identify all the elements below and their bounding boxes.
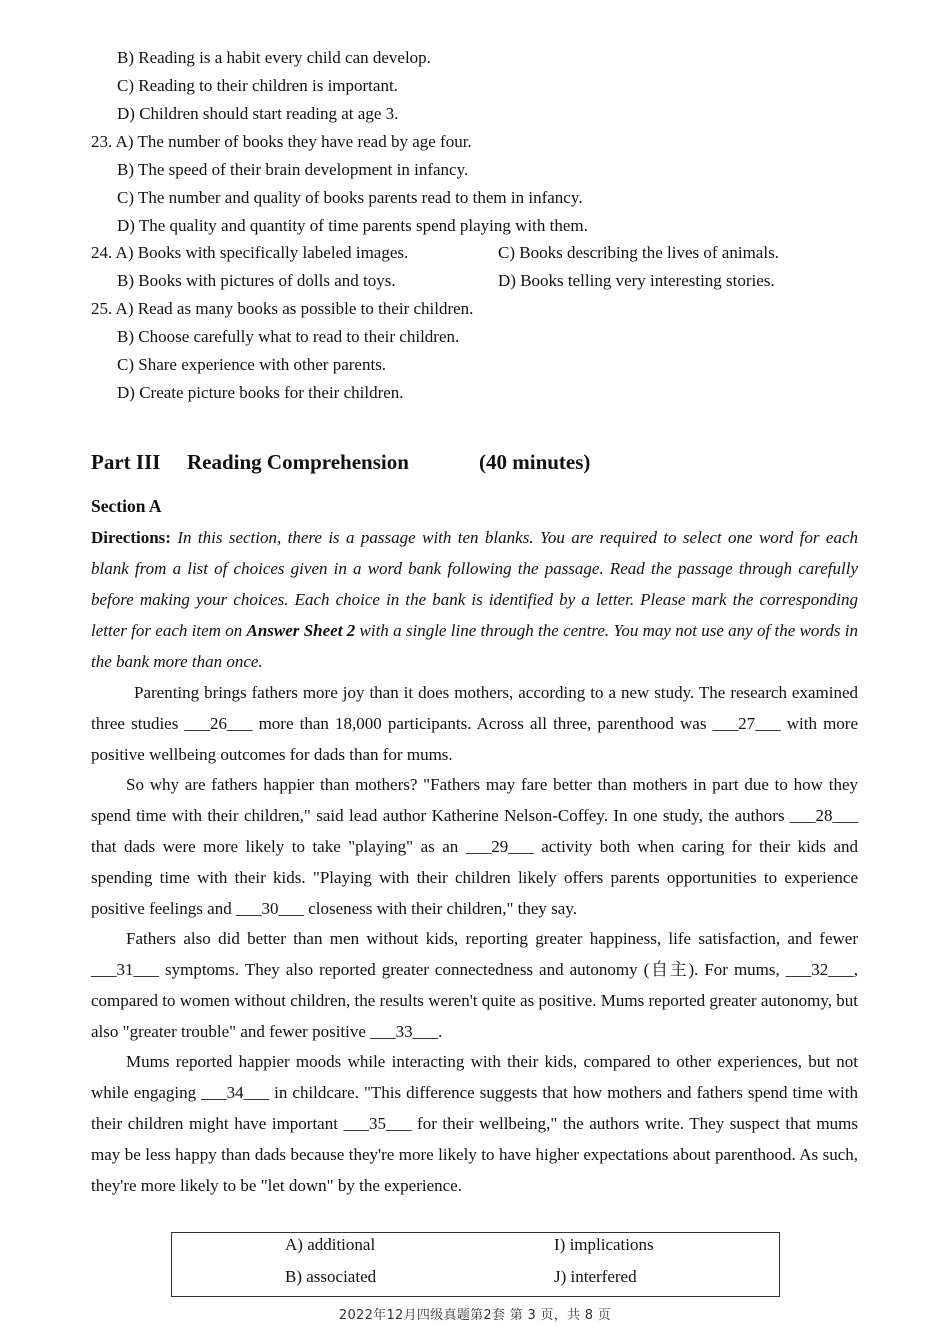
q23-option-a: 23. A) The number of books they have read by age four. bbox=[91, 132, 472, 151]
q24-option-a: 24. A) Books with specifically labeled images. bbox=[91, 243, 409, 262]
part-label: Part III bbox=[91, 450, 161, 474]
section-label: Section A bbox=[91, 496, 162, 516]
directions bbox=[91, 522, 858, 677]
word-bank bbox=[171, 1232, 780, 1297]
page-footer: 2022年12月四级真题第2套 第 3 页，共 8 页 bbox=[338, 1308, 612, 1323]
q23-option-c: C) The number and quality of books parents read to them in infancy. bbox=[117, 188, 583, 207]
q23-option-d: D) The quality and quantity of time parents spend playing with them. bbox=[117, 216, 588, 235]
q25-option-b: B) Choose carefully what to read to their children. bbox=[117, 327, 460, 346]
part-heading bbox=[91, 450, 590, 475]
word-bank-item: J) interfered bbox=[554, 1267, 637, 1286]
directions-label: Direction bbox=[91, 528, 159, 547]
q25-option-d: D) Create picture books for their children. bbox=[117, 383, 404, 402]
directions-text-1: In this section, there is a passage with ten blanks. You are required to select one word for each blank from a list of choices given in a word bank following the passage. Read the passage through carefully before making your choices. Each choice in the bank is identified by a letter. Please mark the corresponding letter for each item on bbox=[91, 528, 858, 640]
directions-label-suffix: s: bbox=[158, 528, 171, 547]
q24-option-b: B) Books with pictures of dolls and toys. bbox=[117, 271, 396, 290]
q23-option-b: B) The speed of their brain development in infancy. bbox=[117, 160, 469, 179]
part-time: (40 minutes) bbox=[479, 450, 591, 474]
word-bank-item: I) implications bbox=[554, 1235, 654, 1254]
word-bank-item: B) associated bbox=[285, 1267, 377, 1286]
q24-option-d: D) Books telling very interesting stories. bbox=[498, 271, 775, 290]
q25-option-c: C) Share experience with other parents. bbox=[117, 355, 387, 374]
passage-paragraph-4: Mums reported happier moods while interacting with their kids, compared to other experiences, but not while engaging ___34___ in childcare. "This difference suggests that how mothers and fathers spend time with their children might have important ___35___ for their wellbeing," the authors write. They suspect that mums may be less happy than dads because they're more likely to have higher expectations about parenthood. As such, they're more likely to be "let down" by the experience. bbox=[91, 1052, 858, 1195]
directions-text-2: with a single line through the centre. You may not use any of the words in the bank more than once. bbox=[91, 621, 859, 671]
q25-option-a: 25. A) Read as many books as possible to their children. bbox=[91, 299, 474, 318]
directions-answer-sheet: Answer Sheet 2 bbox=[246, 621, 356, 640]
word-bank-item: A) additional bbox=[285, 1235, 376, 1254]
passage-paragraph-1: Parenting brings fathers more joy than it does mothers, according to a new study. The research examined three studies ___26___ more than 18,000 participants. Across all three, parenthood was ___27___ with more positive wellbeing outcomes for dads than for mums. bbox=[91, 683, 858, 764]
passage-paragraph-3: Fathers also did better than men without kids, reporting greater happiness, life satisfaction, and fewer ___31___ symptoms. They also reported greater connectedness and autonomy (自主). For mums, ___32___, compared to women without children, the results weren't quite as positive. Mums reported greater autonomy, but also "greater trouble" and fewer positive ___33___. bbox=[91, 929, 858, 1041]
q22-option-c: C) Reading to their children is important. bbox=[117, 76, 398, 95]
passage-paragraph-2: So why are fathers happier than mothers? "Fathers may fare better than mothers in part due to how they spend time with their children," said lead author Katherine Nelson-Coffey. In one study, the authors ___28___ that dads were more likely to take "playing" as an ___29___ activity both when caring for their kids and spending time with their kids. "Playing with their children likely offers parents opportunities to experience positive feelings and ___30___ closeness with their children," they say. bbox=[91, 775, 858, 918]
q22-option-d: D) Children should start reading at age 3. bbox=[117, 104, 399, 123]
q24-option-c: C) Books describing the lives of animals. bbox=[498, 243, 779, 262]
part-title: Reading Comprehension bbox=[187, 450, 409, 474]
q22-option-b: B) Reading is a habit every child can develop. bbox=[117, 48, 431, 67]
